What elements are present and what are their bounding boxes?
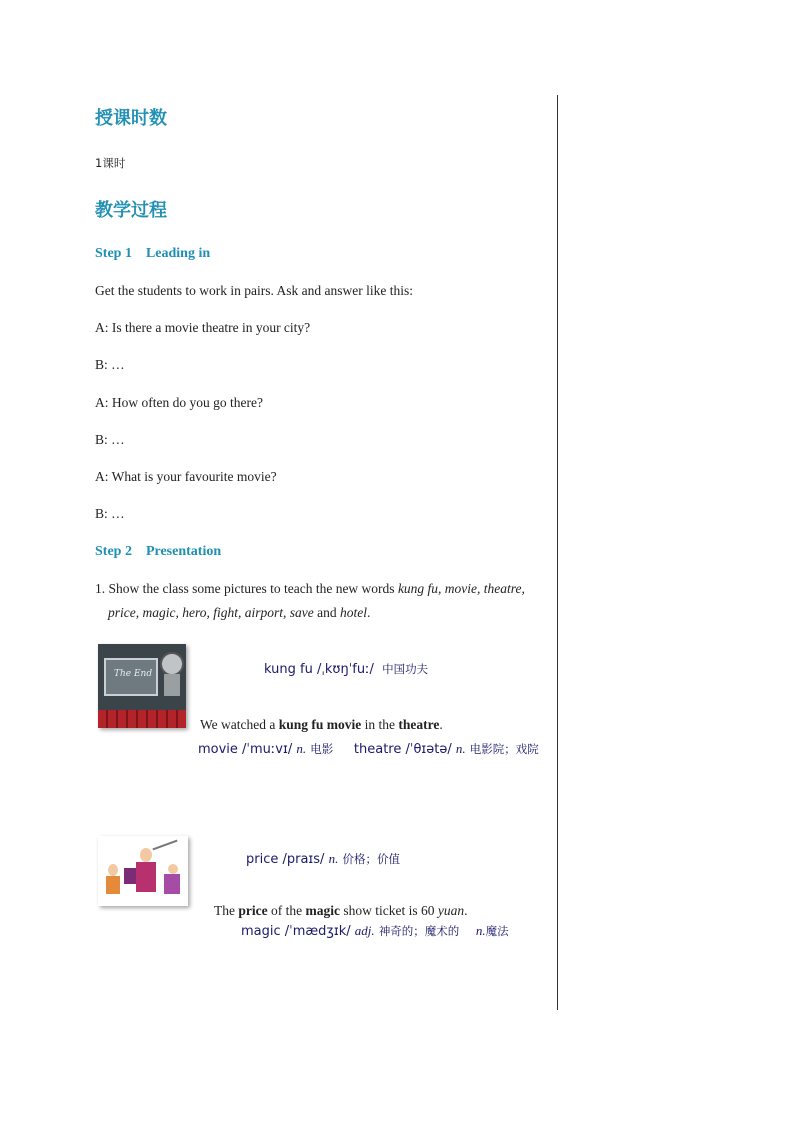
step2-label: Step 2 bbox=[95, 544, 132, 559]
step1-title: Leading in bbox=[145, 246, 211, 261]
step1-label: Step 1 bbox=[95, 246, 132, 261]
magic-show-picture bbox=[98, 836, 188, 906]
vocab-kungfu bbox=[264, 661, 428, 677]
vocab-magic bbox=[241, 923, 509, 939]
price-pos: n. bbox=[328, 851, 339, 866]
magic-pos: adj. bbox=[354, 923, 375, 938]
sentence1-pre: We watched a bbox=[200, 717, 279, 732]
item1-text: 1. Show the class some pictures to teach the new words bbox=[95, 581, 398, 596]
sentence1-end: . bbox=[439, 717, 443, 732]
item1-words: kung fu, movie, theatre, bbox=[397, 581, 525, 596]
dialogue-line: A: Is there a movie theatre in your city? bbox=[95, 320, 311, 335]
sentence1-mid: in the bbox=[361, 717, 399, 732]
kungfu-word: kung fu /ˌkʊŋˈfuː/ bbox=[264, 662, 374, 677]
process-heading: 教学过程 bbox=[95, 200, 167, 221]
example-sentence-2 bbox=[214, 903, 468, 919]
theatre-cn: 电影院；戏院 bbox=[469, 742, 539, 756]
sentence2-mid: of the bbox=[267, 903, 306, 918]
sentence2-bold2: magic bbox=[305, 903, 340, 918]
magic-wand-icon bbox=[152, 840, 177, 851]
item1-last: hotel bbox=[339, 605, 367, 620]
step1-instruction: Get the students to work in pairs. Ask and answer like this: bbox=[95, 283, 413, 298]
item1-words2: price, magic, hero, fight, airport, save bbox=[108, 605, 314, 620]
vocab-movie-theatre bbox=[198, 741, 539, 757]
child-body bbox=[106, 876, 120, 894]
assistant-body bbox=[164, 874, 180, 894]
step2-item1-line2 bbox=[108, 605, 370, 621]
dialogue-line: A: How often do you go there? bbox=[95, 395, 263, 410]
item1-and: and bbox=[313, 605, 340, 620]
hours-heading: 授课时数 bbox=[95, 108, 167, 129]
hours-value: 1课时 bbox=[95, 156, 126, 170]
kungfu-cn: 中国功夫 bbox=[382, 662, 429, 676]
magic-pos2: n. bbox=[475, 923, 486, 938]
vocab-price bbox=[246, 851, 400, 867]
theatre-word: theatre /ˈθɪətə/ bbox=[353, 742, 452, 757]
theatre-pos: n. bbox=[455, 741, 466, 756]
sentence2-italic: yuan bbox=[437, 903, 465, 918]
assistant-head bbox=[168, 864, 178, 874]
magician-body bbox=[136, 862, 156, 892]
margin-rule bbox=[557, 95, 558, 1010]
sentence1-bold2: theatre bbox=[398, 717, 440, 732]
price-word: price /praɪs/ bbox=[246, 852, 325, 867]
item1-end: . bbox=[366, 605, 371, 620]
sentence2-bold1: price bbox=[238, 903, 268, 918]
magic-cn: 神奇的；魔术的 bbox=[378, 924, 460, 938]
screen-text: The End bbox=[114, 669, 153, 679]
magic-word: magic /ˈmædʒɪk/ bbox=[241, 924, 351, 939]
sentence2-end: . bbox=[464, 903, 468, 918]
movie-pos: n. bbox=[296, 741, 307, 756]
step2-heading bbox=[95, 544, 221, 560]
movie-screen bbox=[104, 658, 158, 696]
projector-reel-icon bbox=[160, 652, 184, 676]
dialogue-line: B: … bbox=[95, 432, 125, 447]
price-cn: 价格；价值 bbox=[342, 852, 400, 866]
step2-item1-line1 bbox=[95, 581, 525, 597]
step2-title: Presentation bbox=[145, 544, 222, 559]
dialogue-line: A: What is your favourite movie? bbox=[95, 469, 277, 484]
magic-hat-icon bbox=[124, 868, 136, 884]
step1-heading bbox=[95, 246, 210, 262]
cinema-seats bbox=[98, 710, 186, 728]
magic-cn2: 魔法 bbox=[485, 924, 509, 938]
sentence2-rest: show ticket is 60 bbox=[340, 903, 438, 918]
dialogue-line: B: … bbox=[95, 357, 125, 372]
sentence1-bold1: kung fu movie bbox=[278, 717, 362, 732]
movie-word: movie /ˈmuːvɪ/ bbox=[198, 742, 293, 757]
dialogue-line: B: … bbox=[95, 506, 125, 521]
child-head bbox=[108, 864, 118, 876]
sentence2-pre: The bbox=[214, 903, 239, 918]
movie-cn: 电影 bbox=[310, 742, 334, 756]
magician-head bbox=[140, 848, 152, 862]
example-sentence-1 bbox=[200, 717, 443, 733]
projector-body bbox=[164, 674, 180, 696]
cinema-picture bbox=[98, 644, 186, 728]
